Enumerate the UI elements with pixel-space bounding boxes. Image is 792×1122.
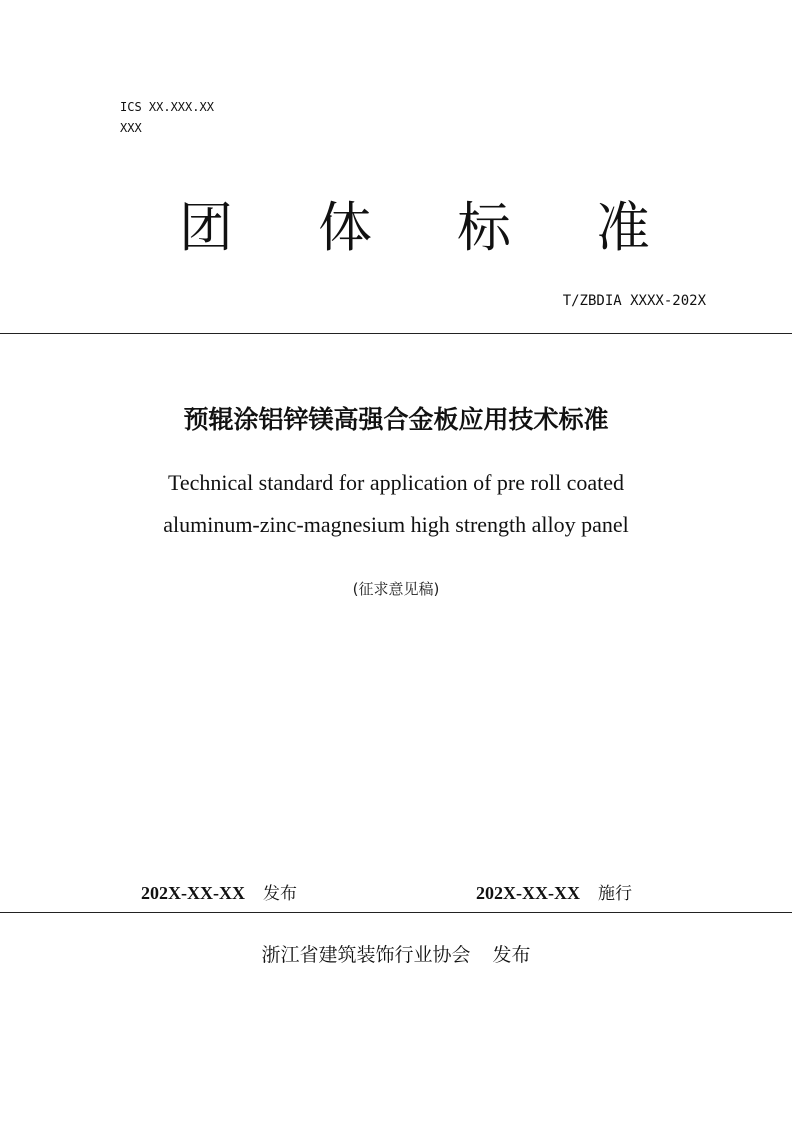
top-divider bbox=[0, 333, 792, 334]
document-title-chinese: 预辊涂铝锌镁高强合金板应用技术标准 bbox=[183, 405, 609, 434]
implement-date-group bbox=[476, 878, 632, 908]
heading-char-2: 体 bbox=[318, 196, 372, 259]
publisher-name: 浙江省建筑装饰行业协会 bbox=[261, 944, 471, 966]
implement-date: 202X-XX-XX bbox=[476, 883, 580, 903]
bottom-divider bbox=[0, 912, 792, 913]
title-en-line-2: aluminum-zinc-magnesium high strength alloy panel bbox=[163, 512, 629, 537]
standard-number: T/ZBDIA XXXX-202X bbox=[562, 293, 706, 309]
classification-block bbox=[120, 97, 214, 139]
publish-date: 202X-XX-XX bbox=[141, 883, 245, 903]
draft-status: (征求意见稿) bbox=[352, 580, 440, 598]
standard-type-heading bbox=[0, 196, 792, 260]
heading-char-1: 团 bbox=[179, 196, 233, 259]
implement-label: 施行 bbox=[597, 884, 632, 904]
publish-label: 发布 bbox=[262, 884, 297, 904]
publish-date-group bbox=[141, 878, 297, 908]
document-title-english bbox=[0, 462, 792, 546]
publisher-line bbox=[0, 940, 792, 970]
category-code: XXX bbox=[120, 121, 142, 135]
heading-char-3: 标 bbox=[457, 196, 511, 259]
ics-code: ICS XX.XXX.XX bbox=[120, 100, 214, 114]
heading-char-4: 准 bbox=[596, 196, 650, 259]
publisher-action: 发布 bbox=[492, 944, 531, 966]
title-en-line-1: Technical standard for application of pre roll coated bbox=[168, 470, 624, 495]
